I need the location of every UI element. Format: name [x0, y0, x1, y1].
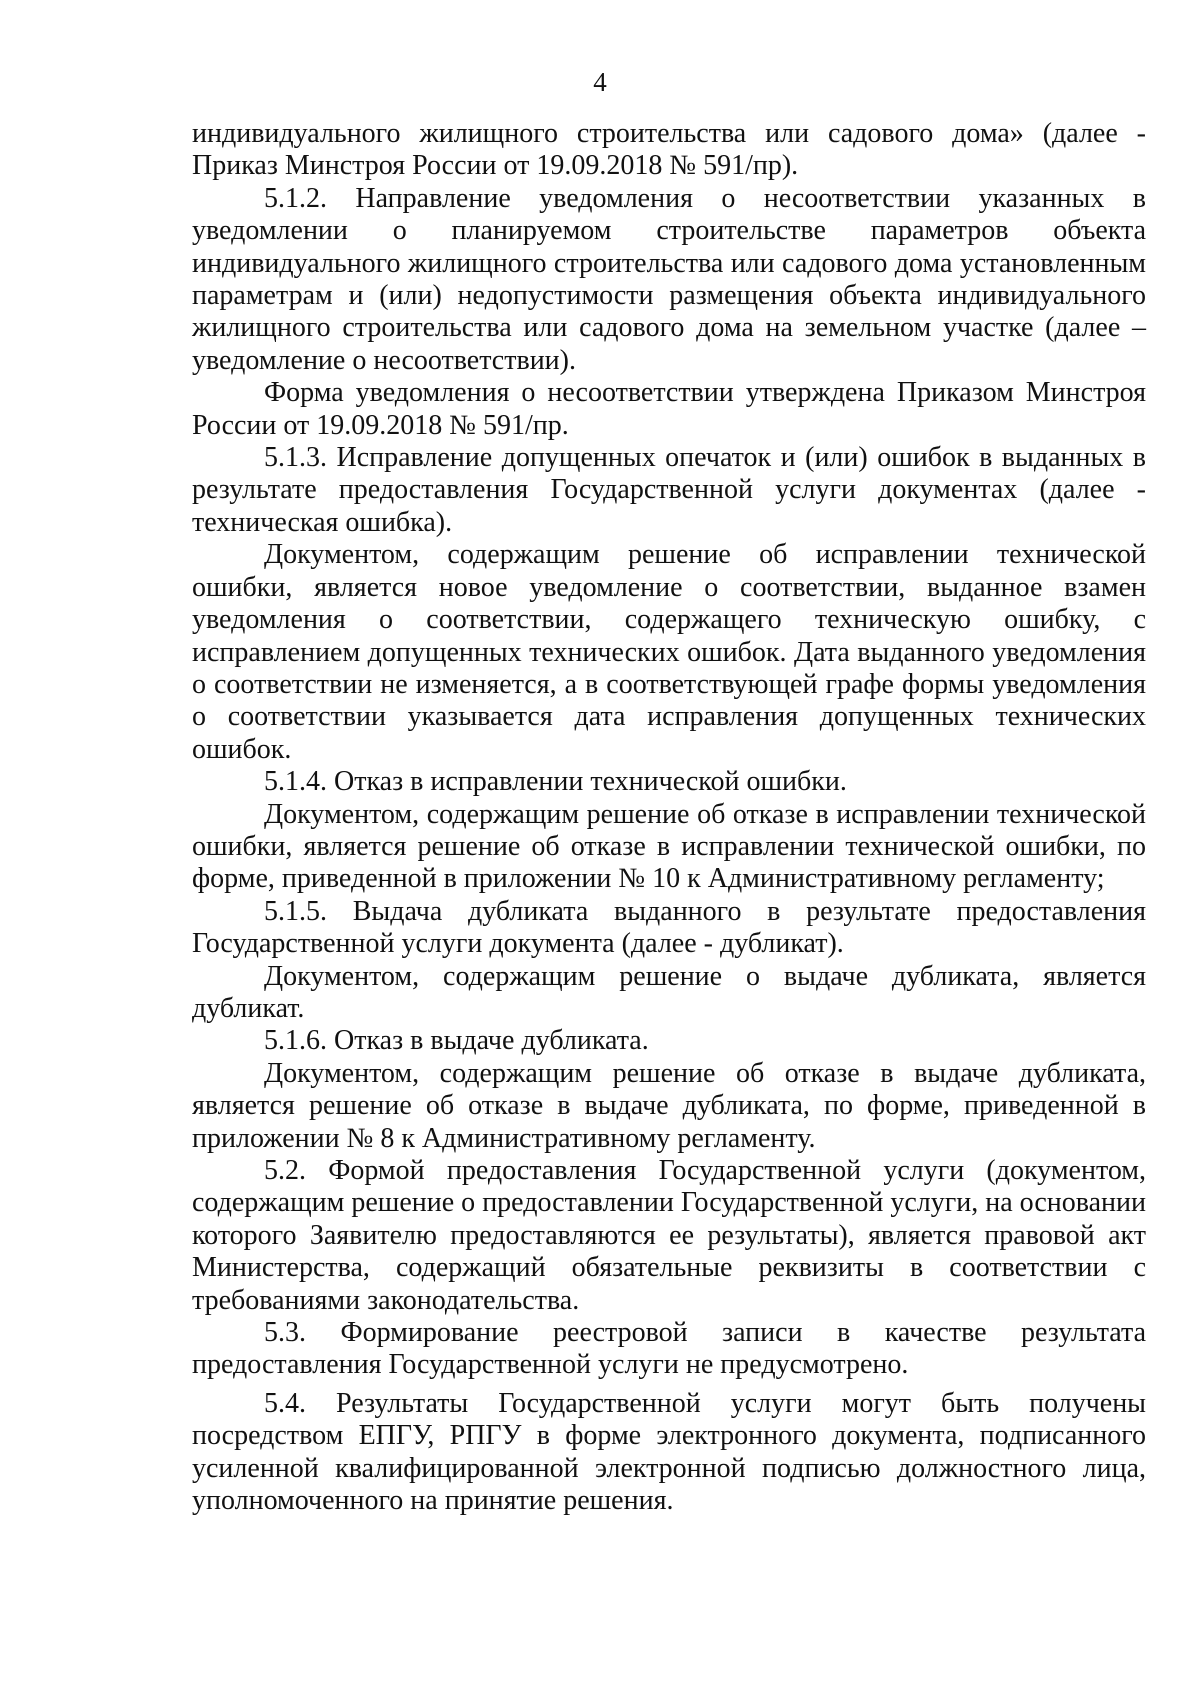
- paragraph-5-2: 5.2. Формой предоставления Государственной услуги (документом, содержащим решение о предоставлении Государственной услуги, на основании которого Заявителю предоставляются ее результаты), является правовой акт Министерства, содержащий обязательные реквизиты в соответствии с требованиями законодательства.: [192, 1155, 1146, 1316]
- paragraph-refusal-document: Документом, содержащим решение об отказе в исправлении технической ошибки, является решение об отказе в исправлении технической ошибки, по форме, приведенной в приложении № 10 к Административному регламенту;: [192, 798, 1146, 895]
- paragraph-duplicate-refusal-document: Документом, содержащим решение об отказе в выдаче дубликата, является решение об отказе в выдаче дубликата, по форме, приведенной в приложении № 8 к Административному регламенту.: [192, 1057, 1146, 1154]
- paragraph-5-3: 5.3. Формирование реестровой записи в качестве результата предоставления Государственной услуги не предусмотрено.: [192, 1317, 1146, 1381]
- paragraph-form-note: Форма уведомления о несоответствии утверждена Приказом Минстроя России от 19.09.2018 № 591/пр.: [192, 377, 1146, 441]
- page-number: 4: [593, 67, 607, 97]
- paragraph-duplicate-document: Документом, содержащим решение о выдаче дубликата, является дубликат.: [192, 960, 1146, 1024]
- paragraph-5-1-4: 5.1.4. Отказ в исправлении технической ошибки.: [264, 766, 847, 798]
- document-body: [192, 118, 1146, 1517]
- paragraph-5-4: 5.4. Результаты Государственной услуги могут быть получены посредством ЕПГУ, РПГУ в форме электронного документа, подписанного усиленной квалифицированной электронной подписью должностного лица, уполномоченного на принятие решения.: [192, 1387, 1146, 1517]
- paragraph-5-1-3: 5.1.3. Исправление допущенных опечаток и (или) ошибок в выданных в результате предоставления Государственной услуги документах (далее - техническая ошибка).: [192, 442, 1146, 538]
- paragraph-5-1-2: 5.1.2. Направление уведомления о несоответствии указанных в уведомлении о планируемом строительстве параметров объекта индивидуального жилищного строительства или садового дома установленным параметрам и (или) недопустимости размещения объекта индивидуального жилищного строительства или садового дома на земельном участке (далее – уведомление о несоответствии).: [192, 182, 1146, 376]
- paragraph-continuation: индивидуального жилищного строительства или садового дома» (далее - Приказ Минстроя России от 19.09.2018 № 591/пр).: [192, 118, 1146, 182]
- paragraph-5-1-5: 5.1.5. Выдача дубликата выданного в результате предоставления Государственной услуги документа (далее - дубликат).: [192, 895, 1146, 960]
- paragraph-technical-error-document: Документом, содержащим решение об исправлении технической ошибки, является новое уведомление о соответствии, выданное взамен уведомления о соответствии, содержащего техническую ошибку, с исправлением допущенных технических ошибок. Дата выданного уведомления о соответствии не изменяется, а в соответствующей графе формы уведомления о соответствии указывается дата исправления допущенных технических ошибок.: [192, 539, 1146, 765]
- paragraph-5-1-6: 5.1.6. Отказ в выдаче дубликата.: [264, 1025, 649, 1057]
